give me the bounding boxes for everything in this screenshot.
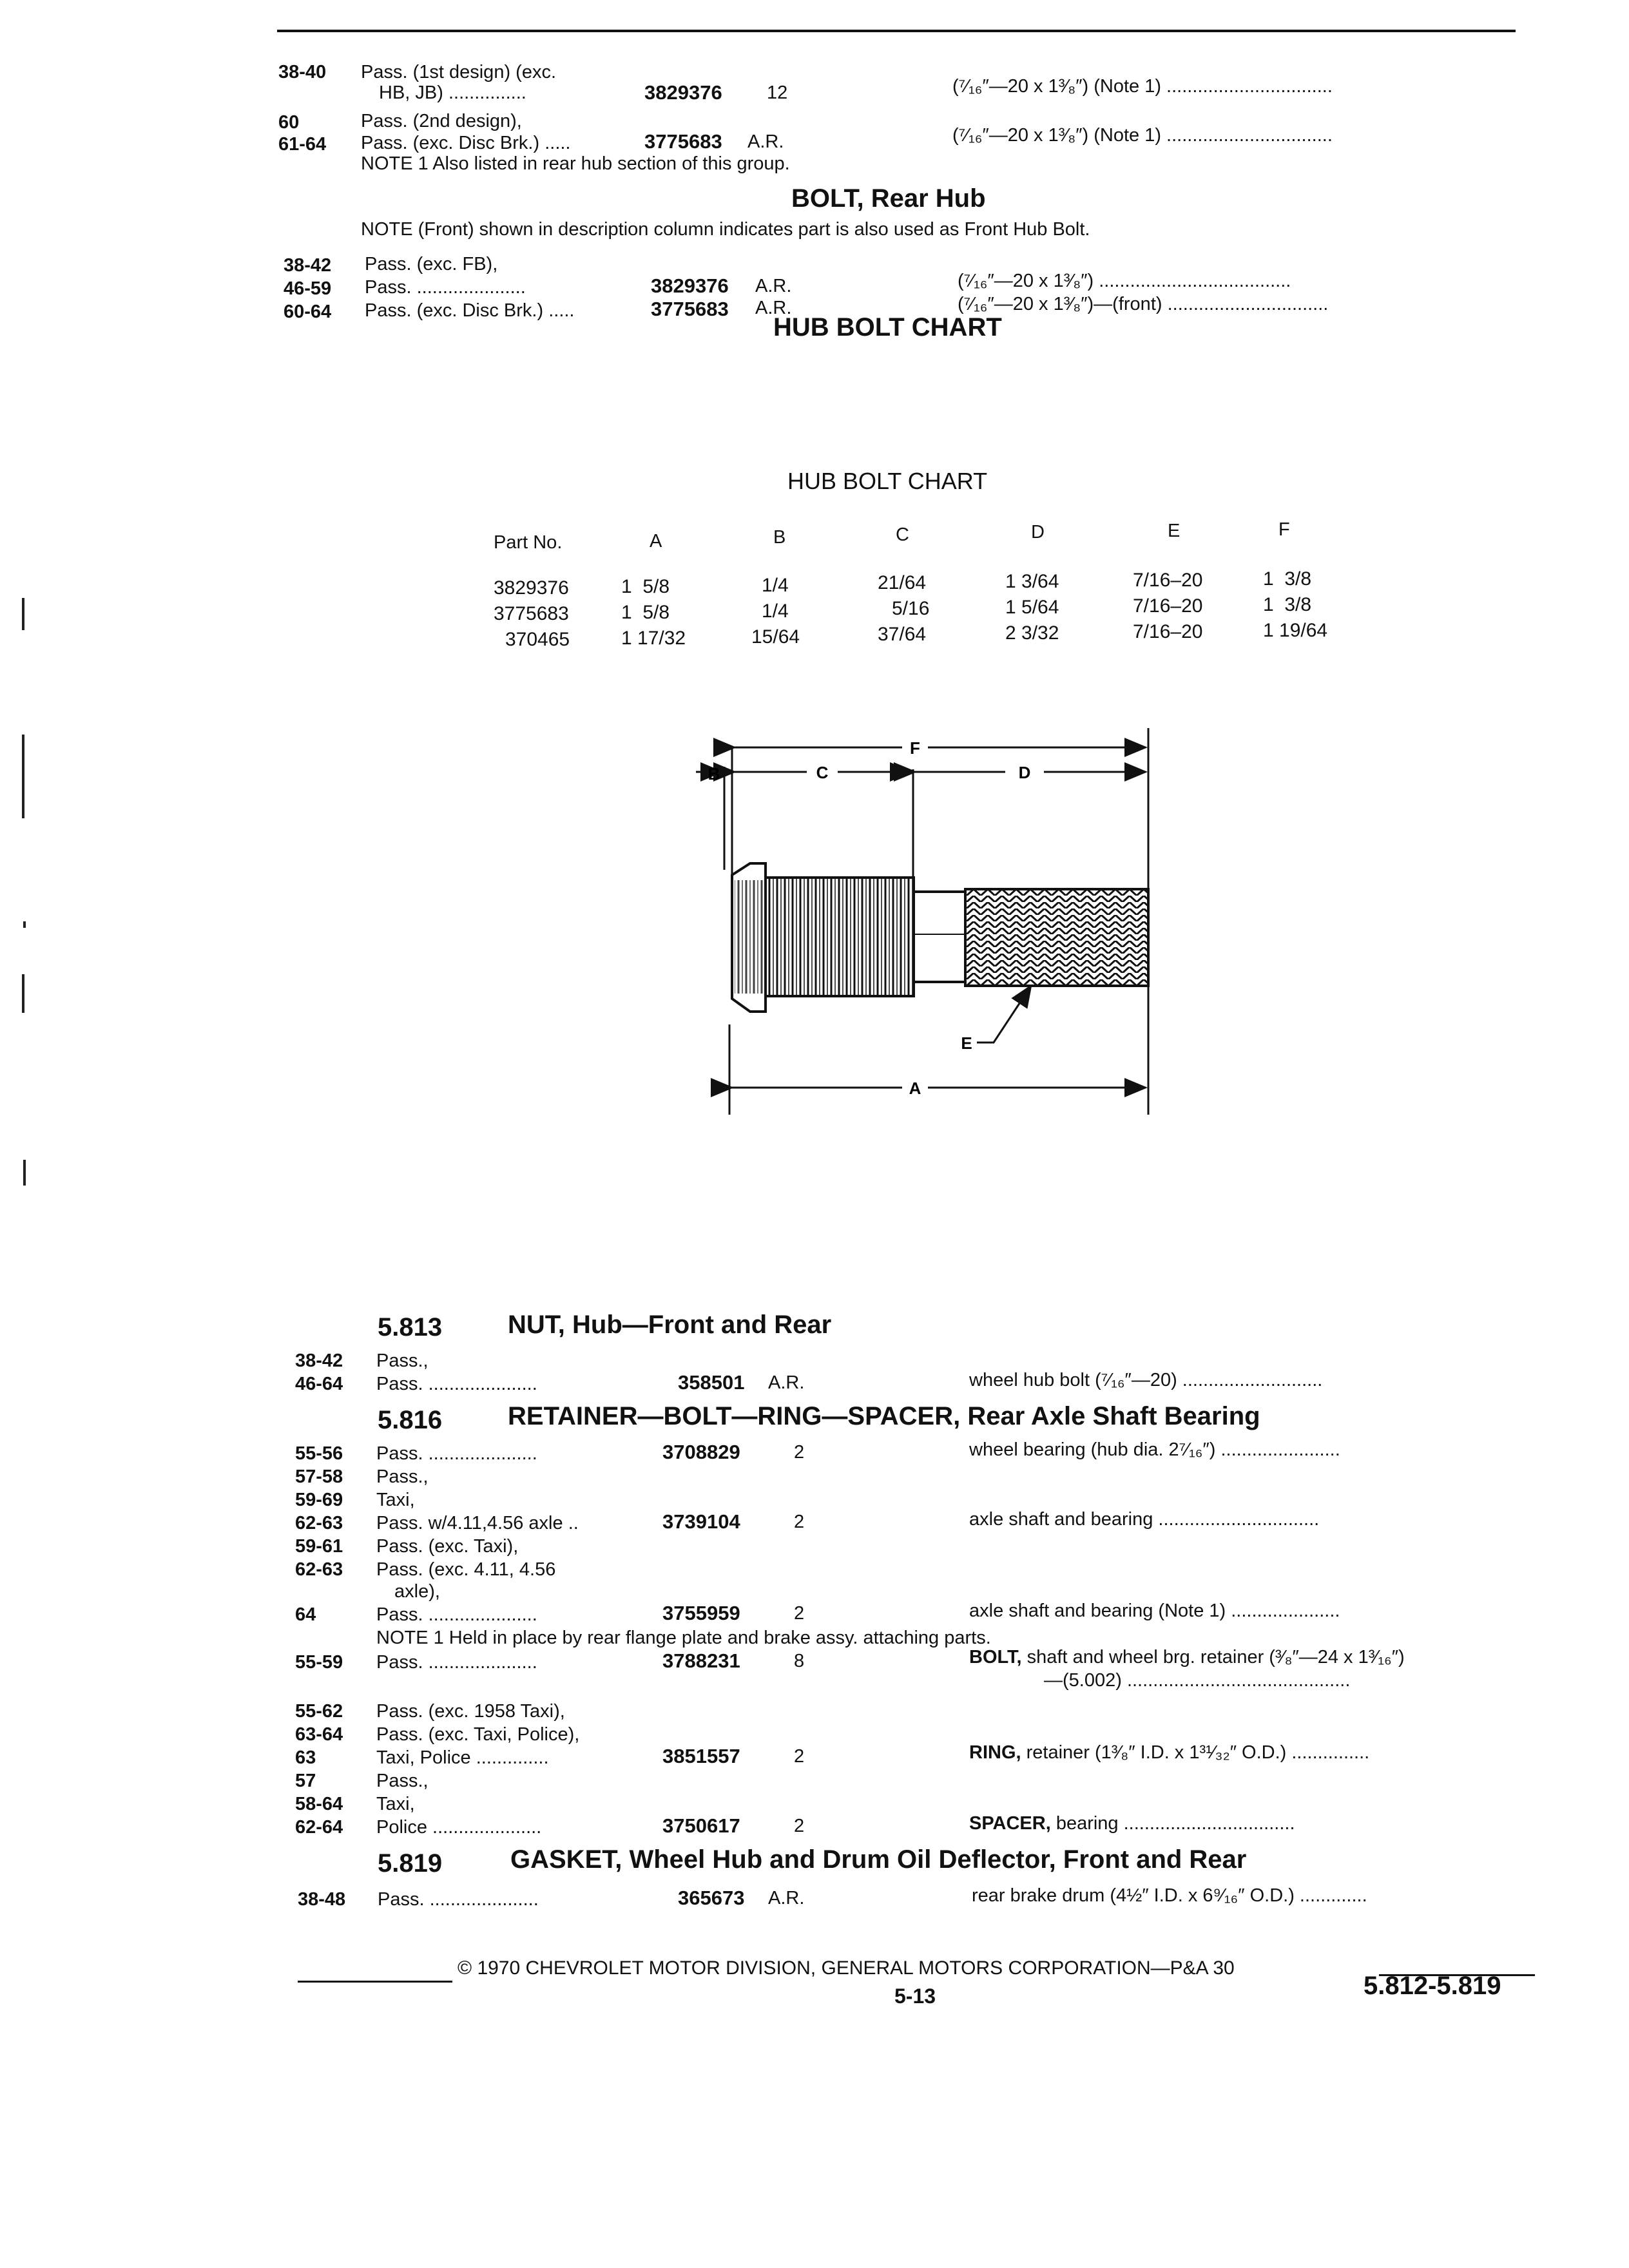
description: Pass. .....................	[378, 1889, 539, 1910]
years: 60-64	[284, 302, 332, 322]
quantity: A.R.	[755, 298, 792, 318]
quantity: A.R.	[768, 1888, 805, 1908]
note: NOTE (Front) shown in description column indicates part is also used as Front Hub Bolt.	[361, 219, 1090, 240]
spec-part-name: BOLT,	[969, 1647, 1022, 1667]
spec: (⁷⁄₁₆″—20 x 1³⁄₈″) (Note 1) ................................	[952, 76, 1333, 97]
years: 61-64	[278, 134, 327, 155]
spec-text: bearing .................................	[1050, 1813, 1295, 1834]
years: 63	[295, 1747, 316, 1768]
chart-cell: 1/4	[762, 575, 789, 596]
col-header-f: F	[1278, 519, 1290, 540]
dim-label-d: D	[1018, 763, 1031, 782]
note: NOTE 1 Held in place by rear flange plate and brake assy. attaching parts.	[376, 1628, 991, 1648]
description: Pass. (exc. 1958 Taxi),	[376, 1701, 565, 1722]
section-range: 5.812-5.819	[1364, 1972, 1501, 2000]
years: 62-63	[295, 1559, 343, 1580]
years: 60	[278, 112, 300, 133]
description: Pass. .....................	[376, 1443, 537, 1464]
spec: (⁷⁄₁₆″—20 x 1³⁄₈″) (Note 1) ................................	[952, 125, 1333, 146]
years: 63-64	[295, 1724, 343, 1745]
part-number: 3775683	[651, 298, 729, 320]
description: Pass. (exc. FB),	[365, 254, 498, 274]
years: 59-61	[295, 1536, 343, 1557]
chart-cell: 7/16–20	[1133, 595, 1203, 617]
chart-cell: 3829376	[494, 577, 569, 599]
spec: (⁷⁄₁₆″—20 x 1³⁄₈″)—(front) ...............................	[958, 294, 1329, 314]
chart-cell: 5/16	[892, 598, 930, 619]
section-number: 5.816	[378, 1406, 443, 1434]
chart-cell: 7/16–20	[1133, 570, 1203, 591]
quantity: A.R.	[768, 1372, 805, 1393]
spec: wheel bearing (hub dia. 2⁷⁄₁₆″) .......................	[969, 1439, 1340, 1460]
spec	[969, 1742, 1369, 1763]
description: Pass. (exc. Taxi, Police),	[376, 1724, 580, 1745]
years: 55-62	[295, 1701, 343, 1722]
chart-cell: 7/16–20	[1133, 621, 1203, 642]
description: Pass.,	[376, 1350, 429, 1371]
quantity: 2	[794, 1512, 805, 1532]
chart-cell: 1 5/8	[621, 576, 670, 597]
hub-bolt-chart-overlay-title: HUB BOLT CHART	[773, 313, 1002, 341]
description: Pass. .....................	[376, 1652, 537, 1673]
dim-label-c: C	[816, 763, 829, 782]
section-title: NUT, Hub—Front and Rear	[508, 1311, 832, 1339]
part-number: 3750617	[662, 1814, 740, 1837]
chart-cell: 1 19/64	[1263, 620, 1328, 641]
years: 59-69	[295, 1490, 343, 1510]
chart-cell: 1 5/8	[621, 602, 670, 623]
years: 57-58	[295, 1466, 343, 1487]
spec: wheel hub bolt (⁷⁄₁₆″—20) ...........................	[969, 1370, 1323, 1390]
years: 38-48	[298, 1889, 346, 1910]
description: Pass.,	[376, 1466, 429, 1487]
spec: axle shaft and bearing (Note 1) .....................	[969, 1600, 1340, 1621]
spec: —(5.002) ...........................................	[1044, 1670, 1351, 1691]
dim-label-f: F	[910, 738, 920, 758]
description: Taxi,	[376, 1490, 415, 1510]
years: 62-64	[295, 1817, 343, 1838]
footer-rule-left	[298, 1981, 452, 1983]
part-number: 3775683	[644, 130, 722, 153]
section-title: BOLT, Rear Hub	[791, 184, 986, 213]
quantity: 2	[794, 1746, 805, 1767]
col-header-a: A	[650, 531, 662, 552]
part-number: 3851557	[662, 1745, 740, 1767]
years: 58-64	[295, 1794, 343, 1814]
years: 38-40	[278, 62, 327, 82]
chart-cell: 1 3/8	[1263, 568, 1312, 590]
section-number: 5.819	[378, 1849, 443, 1878]
chart-cell: 2 3/32	[1005, 622, 1059, 644]
description: Pass. (2nd design),	[361, 111, 522, 131]
spec: axle shaft and bearing ...............................	[969, 1509, 1320, 1530]
description: axle),	[394, 1581, 440, 1602]
quantity: 8	[794, 1651, 805, 1671]
scan-mark	[22, 735, 24, 818]
chart-cell: 15/64	[751, 626, 800, 648]
description: HB, JB) ...............	[379, 82, 526, 103]
dim-label-a: A	[909, 1079, 921, 1098]
part-number: 3755959	[662, 1602, 740, 1624]
years: 62-63	[295, 1513, 343, 1533]
part-number: 3829376	[644, 81, 722, 104]
description: Pass. (exc. Disc Brk.) .....	[365, 300, 575, 321]
chart-title: HUB BOLT CHART	[787, 468, 988, 494]
description: Police .....................	[376, 1817, 542, 1838]
years: 55-59	[295, 1652, 343, 1673]
quantity: 2	[794, 1603, 805, 1624]
spec-text: retainer (1³⁄₈″ I.D. x 1³¹⁄₃₂″ O.D.) ...............	[1021, 1742, 1370, 1763]
years: 64	[295, 1604, 316, 1625]
section-title: GASKET, Wheel Hub and Drum Oil Deflector, Front and Rear	[510, 1845, 1247, 1874]
dim-label-e: E	[961, 1033, 972, 1053]
description: Taxi, Police ..............	[376, 1747, 549, 1768]
description: Pass. .....................	[376, 1374, 537, 1394]
scan-mark	[23, 921, 26, 928]
description: Pass. (exc. Taxi),	[376, 1536, 519, 1557]
description: Pass. (1st design) (exc.	[361, 62, 556, 82]
part-number: 358501	[678, 1371, 745, 1394]
col-header-b: B	[773, 527, 786, 548]
years: 38-42	[295, 1350, 343, 1371]
chart-cell: 1 3/64	[1005, 571, 1059, 592]
chart-cell: 37/64	[878, 624, 927, 645]
top-rule	[277, 30, 1516, 32]
chart-cell: 1 5/64	[1005, 597, 1059, 618]
copyright: © 1970 CHEVROLET MOTOR DIVISION, GENERAL MOTORS CORPORATION—P&A 30	[458, 1957, 1235, 1979]
part-number: 3739104	[662, 1510, 740, 1533]
page-number: 5-13	[894, 1984, 936, 2008]
years: 55-56	[295, 1443, 343, 1464]
years: 46-64	[295, 1374, 343, 1394]
note: NOTE 1 Also listed in rear hub section of this group.	[361, 153, 790, 174]
chart-cell: 21/64	[878, 572, 927, 593]
description: Pass. .....................	[376, 1604, 537, 1625]
quantity: 12	[767, 82, 788, 103]
spec-part-name: SPACER,	[969, 1813, 1051, 1834]
quantity: A.R.	[747, 131, 784, 152]
spec-text: shaft and wheel brg. retainer (³⁄₈″—24 x 1³⁄₁₆″)	[1021, 1647, 1405, 1667]
scan-mark	[22, 598, 24, 630]
description: Pass. w/4.11,4.56 axle ..	[376, 1513, 579, 1533]
col-header-c: C	[896, 524, 909, 545]
spec	[969, 1647, 1405, 1668]
description: Taxi,	[376, 1794, 415, 1814]
hub-bolt-diagram	[683, 715, 1173, 1128]
description: Pass. (exc. 4.11, 4.56	[376, 1559, 556, 1580]
section-title: RETAINER—BOLT—RING—SPACER, Rear Axle Shaft Bearing	[508, 1402, 1260, 1430]
part-number: 365673	[678, 1887, 745, 1909]
spec	[969, 1813, 1295, 1834]
col-header-d: D	[1031, 522, 1045, 543]
col-header-e: E	[1168, 521, 1181, 541]
chart-cell: 1 3/8	[1263, 594, 1312, 615]
description: Pass.,	[376, 1771, 429, 1791]
quantity: 2	[794, 1816, 805, 1836]
scan-mark	[23, 1160, 26, 1186]
quantity: A.R.	[755, 276, 792, 296]
bolt-body	[732, 863, 1148, 1012]
chart-cell: 1 17/32	[621, 628, 686, 649]
spec-part-name: RING,	[969, 1742, 1021, 1763]
col-header-part-no: Part No.	[494, 532, 563, 553]
years: 46-59	[284, 278, 332, 299]
chart-cell: 370465	[505, 629, 570, 650]
spec: rear brake drum (4½″ I.D. x 6⁹⁄₁₆″ O.D.) .............	[972, 1885, 1367, 1906]
quantity: 2	[794, 1442, 805, 1463]
part-number: 3788231	[662, 1649, 740, 1672]
part-number: 3708829	[662, 1441, 740, 1463]
years: 57	[295, 1771, 316, 1791]
dim-label-b: B	[708, 764, 720, 783]
chart-cell: 1/4	[762, 601, 789, 622]
section-number: 5.813	[378, 1313, 443, 1341]
part-number: 3829376	[651, 274, 729, 297]
chart-cell: 3775683	[494, 603, 569, 624]
scan-mark	[22, 974, 24, 1013]
years: 38-42	[284, 255, 332, 276]
spec: (⁷⁄₁₆″—20 x 1³⁄₈″) .....................................	[958, 271, 1291, 291]
description: Pass. .....................	[365, 277, 526, 298]
description: Pass. (exc. Disc Brk.) .....	[361, 133, 571, 153]
